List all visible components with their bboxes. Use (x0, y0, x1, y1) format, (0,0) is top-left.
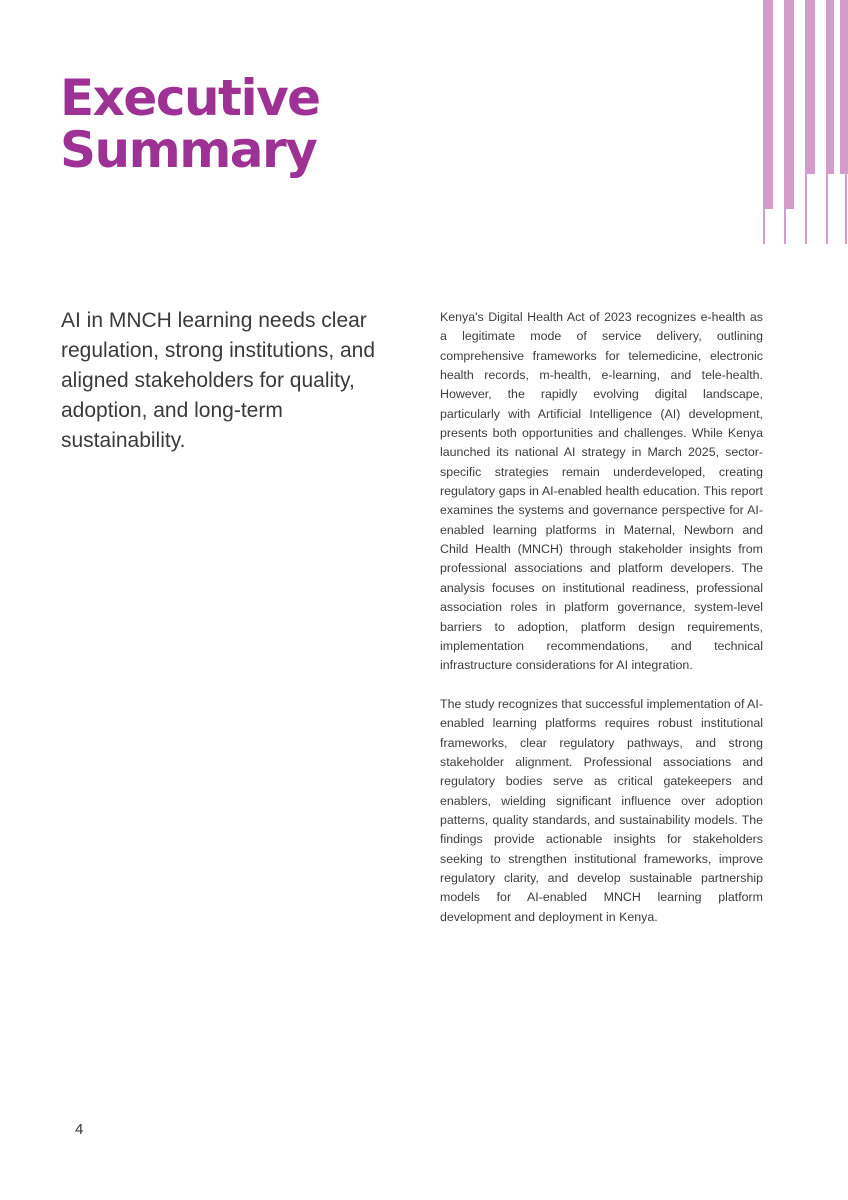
body-text-column (440, 308, 763, 927)
page-number: 4 (75, 1121, 84, 1138)
deco-line-1 (763, 209, 765, 244)
deco-bar-4 (826, 0, 834, 89)
title-line-1: Executive (60, 69, 320, 127)
body-paragraph-2: The study recognizes that successful implementation of AI-enabled learning platforms requires robust institutional frameworks, clear regulatory pathways, and strong stakeholder alignment. Professional associations and regulatory bodies serve as critical gatekeepers and enablers, wielding significant influence over adoption patterns, quality standards, and sustainability models. The findings provide actionable insights for stakeholders seeking to strengthen institutional frameworks, improve regulatory clarity, and develop sustainable partnership models for AI-enabled MNCH learning platform development and deployment in Kenya. (440, 696, 764, 924)
deco-line-2 (784, 209, 786, 244)
deco-bar-3 (805, 0, 815, 174)
title-line-2: Summary (60, 121, 317, 179)
body-paragraph-1: Kenya's Digital Health Act of 2023 recognizes e-health as a legitimate mode of service delivery, outlining comprehensive frameworks for telemedicine, electronic health records, m-health, e-learning, and tele-health. However, the rapidly evolving digital landscape, particularly with Artificial Intelligence (AI) development, presents both opportunities and challenges. While Kenya launched its national AI strategy in March 2025, sector-specific strategies remain underdeveloped, creating regulatory gaps in AI-enabled health education. This report examines the systems and governance perspective for AI-enabled learning platforms in Maternal, Newborn and Child Health (MNCH) through stakeholder insights from professional associations and platform developers. The analysis focuses on institutional readiness, professional association roles in platform governance, system-level barriers to adoption, platform design requirements, implementation recommendations, and technical infrastructure considerations for AI integration. (440, 310, 763, 673)
deco-bar-2 (784, 0, 794, 209)
lead-statement: AI in MNCH learning needs clear regulation, strong institutions, and aligned stakeholders for quality, adoption, and long-term sustainability. (61, 309, 376, 452)
deco-bar-7 (840, 70, 848, 174)
decorative-bars (0, 0, 848, 260)
deco-line-4 (826, 174, 828, 244)
deco-bar-5 (840, 0, 848, 70)
deco-line-3 (805, 174, 807, 244)
deco-bar-6 (826, 89, 834, 174)
deco-bar-1 (763, 0, 773, 209)
deco-line-5 (845, 174, 847, 244)
